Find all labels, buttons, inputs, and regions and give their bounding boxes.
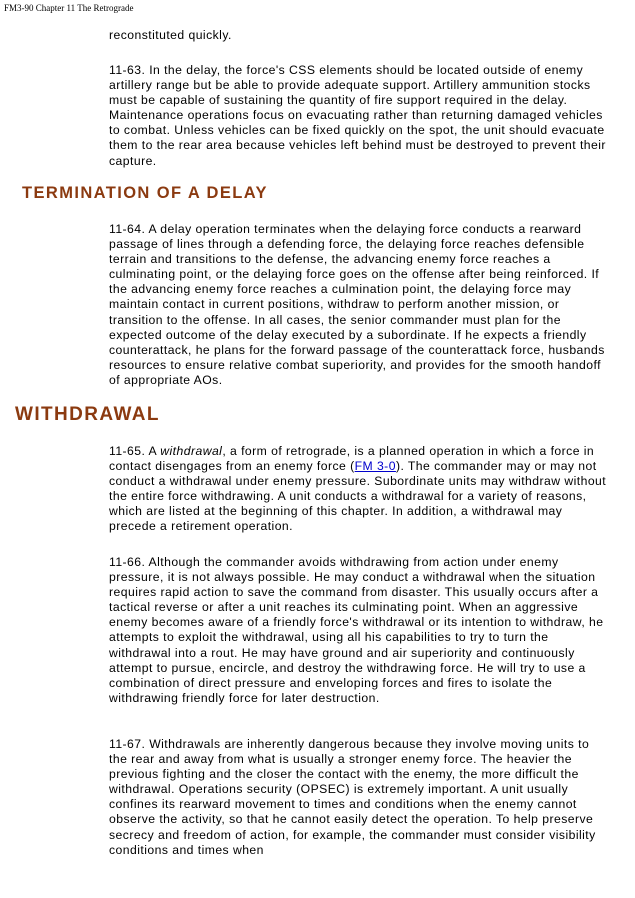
paragraph-text: 11-67. Withdrawals are inherently dangerous because they involve moving units to the rear and away from what is usually a stronger enemy force. The heavier the previous fighting and the closer the contact with the enemy, the more difficult the withdrawal. Operations security (OPSEC) is extremely important. A unit usually confines its rearward movement to times and conditions when the enemy cannot observe the activity, so that he cannot easily detect the operation. To help preserve secrecy and freedom of action, for example, the commander must consider visibility conditions and times when — [109, 737, 596, 857]
paragraph-text: 11-64. A delay operation terminates when the delaying force conducts a rearward passage of lines through a defending force, the delaying force reaches defensible terrain and transitions to the defense, the advancing enemy force reaches a culminating point, or the delaying force goes on the offense after being reinforced. If the advancing enemy force reaches a culmination point, the delaying force may maintain contact in current positions, withdraw to perform another mission, or transition to the offense. In all cases, the senior commander must plan for the expected outcome of the delay executed by a subordinate. If he expects a friendly counterattack, he plans for the forward passage of the counterattack force, husbands resources to ensure relative combat superiority, and provides for the smooth handoff of appropriate AOs. — [109, 222, 605, 387]
heading-withdrawal: WITHDRAWAL — [15, 404, 160, 425]
paragraph-tail: ). The commander may or may not conduct a withdrawal under enemy pressure. Subordinate units may withdraw without the entire force withdrawing. A unit conducts a withdrawal for a variety of reasons, which are listed at the beginning of this chapter. In addition, a withdrawal may precede a retirement operation. — [109, 459, 607, 534]
paragraph-11-64 — [109, 222, 607, 388]
paragraph-lead: 11-65. A — [109, 444, 161, 458]
fm-3-0-link[interactable]: FM 3-0 — [354, 459, 396, 474]
paragraph-text: 11-66. Although the commander avoids withdrawing from action under enemy pressure, it is not always possible. He may conduct a withdrawal when the situation requires rapid action to save the command from disaster. This usually occurs after a tactical reverse or after a unit reaches its culminating point. When an aggressive enemy becomes aware of a friendly force's withdrawal or its intention to withdraw, he attempts to exploit the withdrawal, using all his capabilities to try to turn the withdrawal into a rout. He may have ground and air superiority and continuously attempt to pursue, encircle, and destroy the withdrawing force. He will try to use a combination of direct pressure and enveloping forces and fires to isolate the withdrawing friendly force for later destruction. — [109, 555, 604, 705]
paragraph-11-63 — [109, 63, 607, 169]
paragraph-text — [109, 444, 607, 535]
paragraph-mid: , a form of retrograde, is a planned operation in which a force in contact disengages from an enemy force ( — [109, 444, 595, 474]
defined-term: withdrawal — [160, 444, 223, 458]
heading-termination-of-a-delay: TERMINATION OF A DELAY — [22, 184, 268, 202]
paragraph-continuation — [109, 28, 607, 43]
paragraph-11-66 — [109, 555, 607, 706]
paragraph-11-67 — [109, 737, 607, 858]
paragraph-text: 11-63. In the delay, the force's CSS elements should be located outside of enemy artillery range but be able to provide adequate support. Artillery ammunition stocks must be capable of sustaining the quantity of fire support required in the delay. Maintenance operations focus on evacuating rather than returning damaged vehicles to combat. Unless vehicles can be fixed quickly on the spot, the unit should evacuate them to the rear area because vehicles left behind must be destroyed to prevent their capture. — [109, 63, 606, 168]
paragraph-11-65 — [109, 444, 607, 535]
paragraph-text: reconstituted quickly. — [109, 28, 232, 42]
running-head: FM3-90 Chapter 11 The Retrograde — [4, 3, 134, 13]
